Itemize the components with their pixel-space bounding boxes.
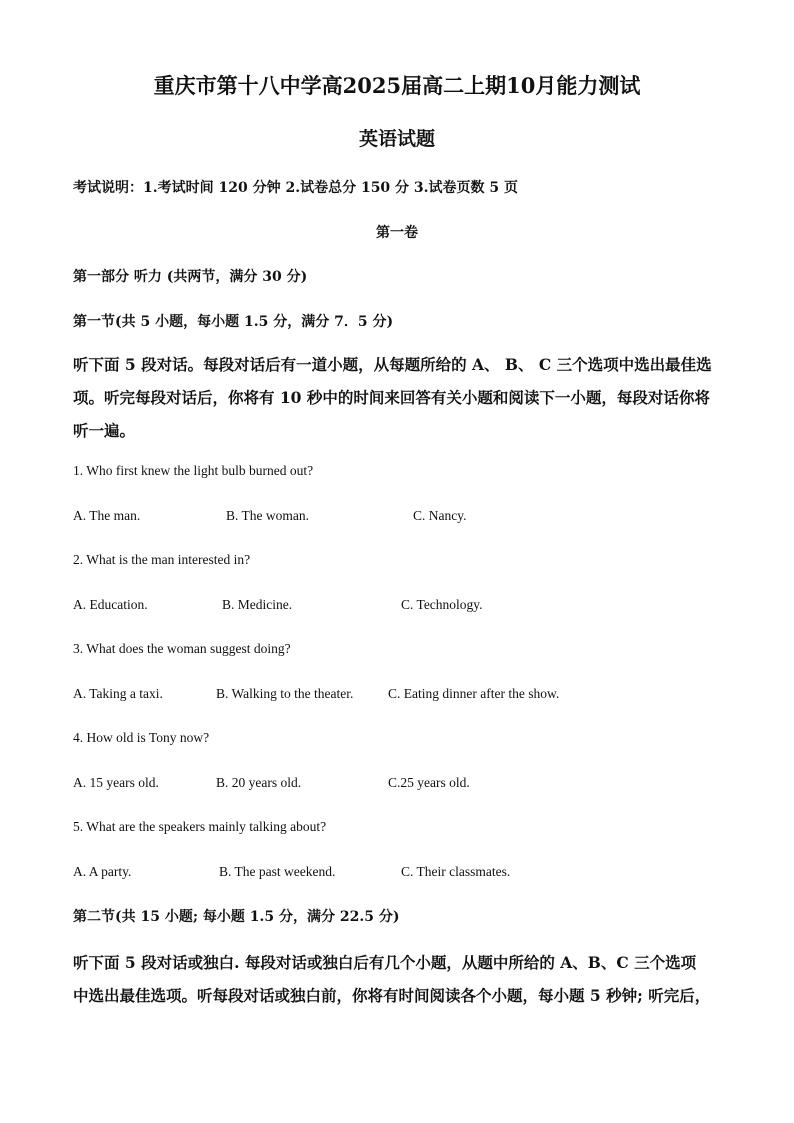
- section1-instruction-line-3: 听一遍。: [73, 421, 136, 440]
- question-1: 1. Who first knew the light bulb burned out?: [73, 463, 314, 478]
- volume-label: 第一卷: [376, 225, 418, 241]
- question-4-option-a: A. 15 years old.: [73, 775, 159, 790]
- question-2-option-b: B. Medicine.: [222, 597, 293, 612]
- question-3-option-c: C. Eating dinner after the show.: [388, 686, 560, 701]
- section1-instruction-line-1: 听下面 5 段对话。每段对话后有一道小题，从每题所给的 A、 B、 C 三个选项中选出最佳选: [73, 355, 712, 374]
- question-2-option-c: C. Technology.: [401, 597, 483, 612]
- exam-note: 考试说明：1.考试时间 120 分钟 2.试卷总分 150 分 3.试卷页数 5 页: [73, 180, 519, 196]
- question-3-option-a: A. Taking a taxi.: [73, 686, 163, 701]
- question-5-option-a: A. A party.: [73, 864, 132, 879]
- question-1-option-a: A. The man.: [73, 508, 141, 523]
- question-4-option-c: C.25 years old.: [388, 775, 470, 790]
- part1-heading: 第一部分 听力 (共两节，满分 30 分): [73, 269, 308, 285]
- question-1-option-b: B. The woman.: [226, 508, 309, 523]
- question-1-option-c: C. Nancy.: [413, 508, 467, 523]
- question-5-option-c: C. Their classmates.: [401, 864, 511, 879]
- exam-subtitle: 英语试题: [358, 128, 435, 150]
- question-2-option-a: A. Education.: [73, 597, 148, 612]
- question-2: 2. What is the man interested in?: [73, 552, 251, 567]
- question-4-option-b: B. 20 years old.: [216, 775, 302, 790]
- exam-title: 重庆市第十八中学高2025届高二上期10月能力测试: [153, 73, 641, 98]
- question-5: 5. What are the speakers mainly talking about?: [73, 819, 327, 834]
- section2-instruction-line-2: 中选出最佳选项。听每段对话或独白前，你将有时间阅读各个小题，每小题 5 秒钟; 听完后，: [73, 986, 711, 1005]
- question-5-option-b: B. The past weekend.: [219, 864, 336, 879]
- question-4: 4. How old is Tony now?: [73, 730, 210, 745]
- section1-instruction-line-2: 项。听完每段对话后，你将有 10 秒中的时间来回答有关小题和阅读下一小题，每段对话你将: [73, 388, 710, 407]
- section1-heading: 第一节(共 5 小题，每小题 1.5 分，满分 7．5 分): [73, 314, 394, 330]
- section2-heading: 第二节(共 15 小题; 每小题 1.5 分，满分 22.5 分): [73, 909, 400, 925]
- question-3: 3. What does the woman suggest doing?: [73, 641, 291, 656]
- section2-instruction-line-1: 听下面 5 段对话或独白. 每段对话或独白后有几个小题，从题中所给的 A、B、C 三个选项: [73, 953, 697, 972]
- question-3-option-b: B. Walking to the theater.: [216, 686, 354, 701]
